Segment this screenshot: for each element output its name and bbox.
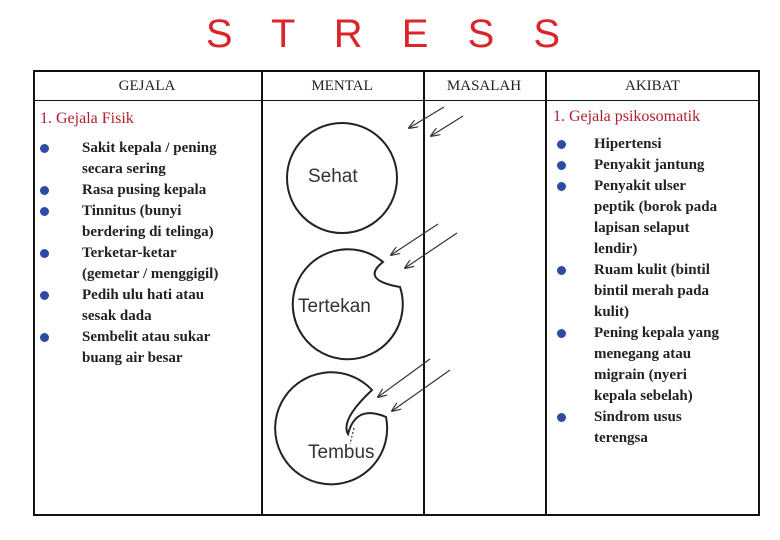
akibat-item-line: menegang atau (594, 346, 692, 362)
gejala-item-line: Sakit kepala / pening (82, 140, 217, 156)
gejala-item-line: Terketar-ketar (82, 245, 177, 261)
column-header-mental: MENTAL (311, 78, 373, 94)
akibat-item-line: lendir) (594, 241, 638, 257)
akibat-item-line: Ruam kulit (bintil (594, 262, 710, 278)
tembus-circle (275, 372, 387, 484)
column-header-gejala: GEJALA (118, 78, 176, 94)
akibat-item-line: bintil merah pada (594, 283, 710, 299)
column-header-masalah: MASALAH (446, 78, 522, 94)
gejala-item-line: Rasa pusing kepala (82, 182, 207, 198)
gejala-item-line: (gemetar / menggigil) (82, 266, 219, 282)
label-tertekan: Tertekan (298, 296, 371, 317)
akibat-item-line: lapisan selaput (594, 220, 690, 236)
page-title: S T R E S S (205, 12, 575, 56)
label-sehat: Sehat (308, 166, 358, 187)
akibat-item-line: peptik (borok pada (594, 199, 718, 215)
gejala-heading: 1. Gejala Fisik (40, 110, 134, 127)
akibat-item-line: Penyakit ulser (594, 178, 687, 194)
akibat-item-line: kepala sebelah) (594, 388, 693, 404)
akibat-item-line: terengsa (594, 430, 648, 446)
label-tembus: Tembus (308, 442, 375, 463)
akibat-item-line: kulit) (594, 304, 630, 320)
gejala-item-line: Pedih ulu hati atau (82, 287, 205, 303)
gejala-item-line: berdering di telinga) (82, 224, 214, 240)
akibat-item-line: Sindrom usus (594, 409, 682, 425)
akibat-item-line: Hipertensi (594, 136, 662, 152)
akibat-heading: 1. Gejala psikosomatik (553, 108, 701, 125)
akibat-item-line: Penyakit jantung (594, 157, 705, 173)
gejala-item-line: secara sering (82, 161, 166, 177)
gejala-item-line: buang air besar (82, 350, 183, 366)
akibat-item-line: Pening kepala yang (594, 325, 720, 341)
gejala-item-line: Tinnitus (bunyi (82, 203, 182, 219)
gejala-item-line: sesak dada (82, 308, 152, 324)
column-header-akibat: AKIBAT (625, 78, 680, 94)
gejala-item-line: Sembelit atau sukar (82, 329, 211, 345)
akibat-item-line: migrain (nyeri (594, 367, 687, 383)
